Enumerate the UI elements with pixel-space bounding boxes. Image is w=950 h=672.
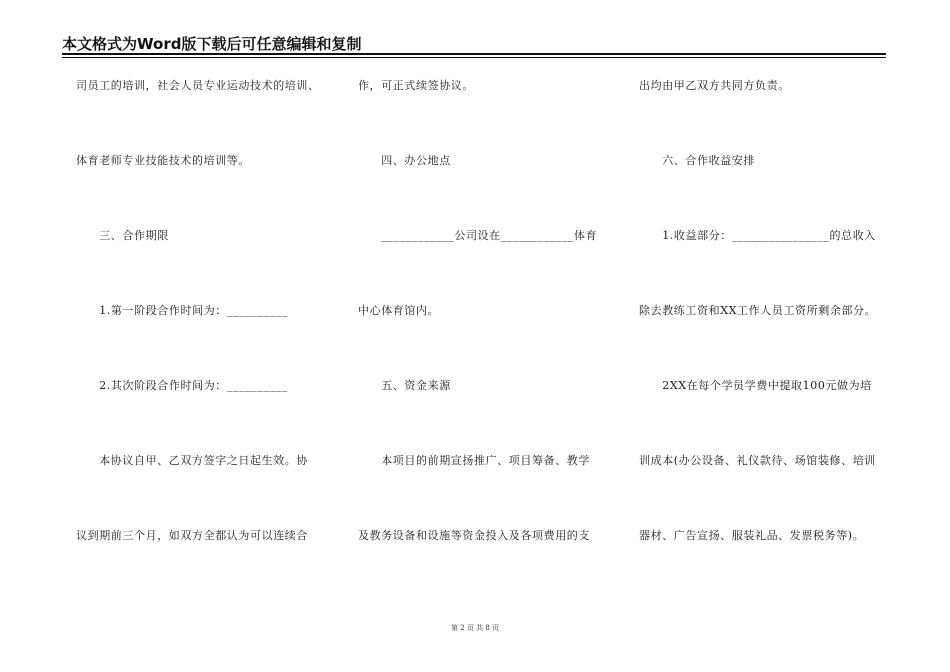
text-column-3 <box>639 0 889 600</box>
text-line: 除去教练工资和XX工作人员工资所剩余部分。 <box>639 304 877 317</box>
text-line: 2.其次阶段合作时间为：__________ <box>76 379 288 392</box>
text-line: 议到期前三个月，如双方全都认为可以连续合 <box>76 529 308 542</box>
text-line: 2XX在每个学员学费中提取100元做为培 <box>639 379 872 392</box>
document-header: 本文格式为Word版下载后可任意编辑和复制 <box>62 35 362 53</box>
text-line: 本协议自甲、乙双方签字之日起生效。协 <box>76 454 308 467</box>
section-heading: 六、合作收益安排 <box>639 154 755 167</box>
text-line: 本项目的前期宣扬推广、项目筹备、教学 <box>358 454 590 467</box>
text-line: 体育老师专业技能技术的培训等。 <box>76 154 250 167</box>
section-heading: 四、办公地点 <box>358 154 451 167</box>
text-column-2 <box>358 0 608 600</box>
text-line: 司员工的培训，社会人员专业运动技术的培训、 <box>76 79 320 92</box>
text-line: 中心体育馆内。 <box>358 304 440 317</box>
text-line: 训成本(办公设备、礼仪款待、场馆装修、培训 <box>639 454 876 467</box>
text-column-1 <box>76 0 326 600</box>
text-line: ____________公司设在____________体育 <box>358 229 598 242</box>
text-line: 及教务设备和设施等资金投入及各项费用的支 <box>358 529 590 542</box>
text-line: 器材、广告宣扬、服装礼品、发票税务等)。 <box>639 529 865 542</box>
text-line: 1.收益部分：________________的总收入 <box>639 229 876 242</box>
text-line: 1.第一阶段合作时间为：__________ <box>76 304 288 317</box>
section-heading: 五、资金来源 <box>358 379 451 392</box>
text-line: 作，可正式续签协议。 <box>358 79 474 92</box>
text-line: 出均由甲乙双方共同方负责。 <box>639 79 790 92</box>
section-heading: 三、合作期限 <box>76 229 169 242</box>
page-number: 第 2 页 共 8 页 <box>450 624 500 632</box>
